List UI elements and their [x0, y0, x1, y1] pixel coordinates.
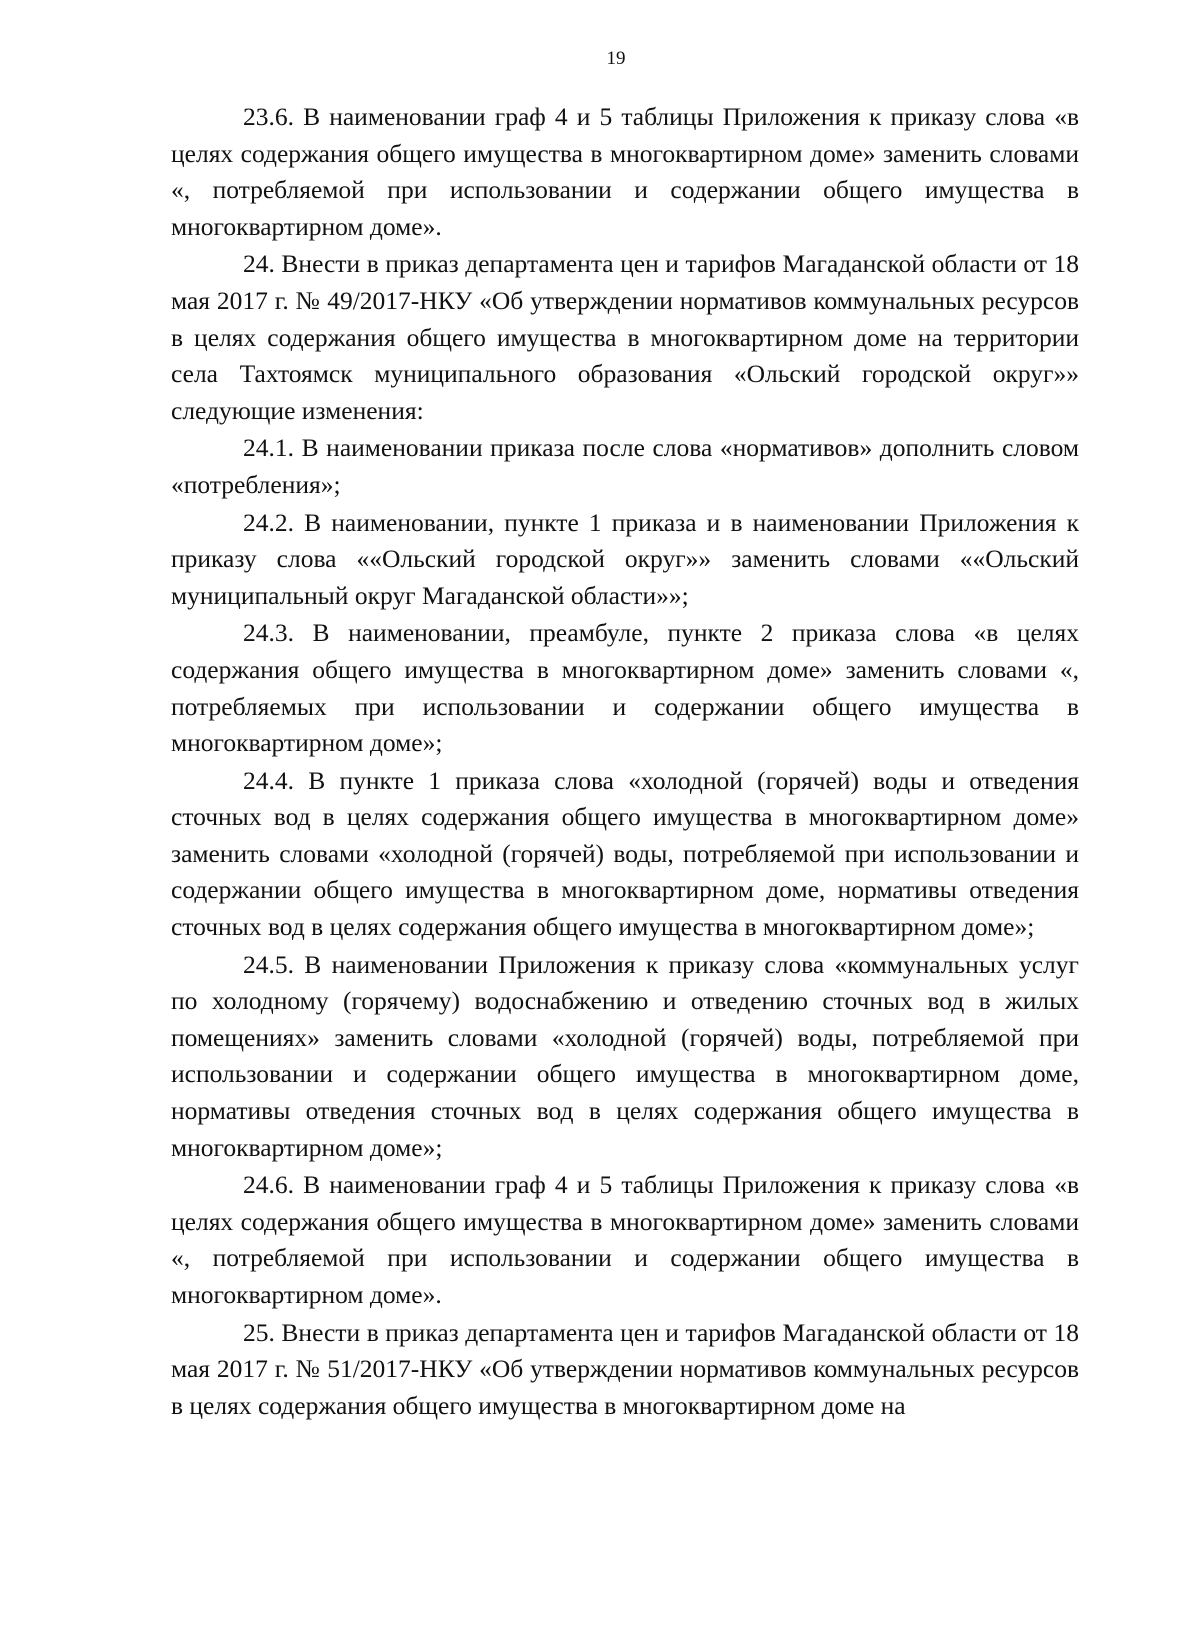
page-number: 19 — [606, 48, 626, 69]
paragraph-23-6: 23.6. В наименовании граф 4 и 5 таблицы Приложения к приказу слова «в целях содержания общего имущества в многоквартирном доме» заменить словами «, потребляемой при использовании и содержании общего имущества в многоквартирном доме». — [171, 102, 1079, 241]
paragraph-25: 25. Внести в приказ департамента цен и тарифов Магаданской области от 18 мая 2017 г. № 51/2017-НКУ «Об утверждении нормативов коммунальных ресурсов в целях содержания общего имущества в многоквартирном доме на — [171, 1317, 1079, 1420]
paragraph-24-5: 24.5. В наименовании Приложения к приказу слова «коммунальных услуг по холодному (горячему) водоснабжению и отведению сточных вод в жилых помещениях» заменить словами «холодной (горячей) воды, потребляемой при использовании и содержании общего имущества в многоквартирном доме, нормативы отведения сточных вод в целях содержания общего имущества в многоквартирном доме»; — [171, 949, 1079, 1162]
paragraph-24: 24. Внести в приказ департамента цен и тарифов Магаданской области от 18 мая 2017 г. № 49/2017-НКУ «Об утверждении нормативов коммунальных ресурсов в целях содержания общего имущества в многоквартирном доме на территории села Тахтоямск муниципального образования «Ольский городской округ»» следующие изменения: — [171, 249, 1079, 425]
paragraph-24-4: 24.4. В пункте 1 приказа слова «холодной (горячей) воды и отведения сточных вод в целях содержания общего имущества в многоквартирном доме» заменить словами «холодной (горячей) воды, потребляемой при использовании и содержании общего имущества в многоквартирном доме, нормативы отведения сточных вод в целях содержания общего имущества в многоквартирном доме»; — [171, 765, 1079, 942]
paragraph-24-6: 24.6. В наименовании граф 4 и 5 таблицы Приложения к приказу слова «в целях содержания общего имущества в многоквартирном доме» заменить словами «, потребляемой при использовании и содержании общего имущества в многоквартирном доме». — [171, 1170, 1079, 1309]
paragraph-24-1: 24.1. В наименовании приказа после слова «нормативов» дополнить словом «потребления»; — [171, 433, 1079, 499]
paragraph-24-2: 24.2. В наименовании, пункте 1 приказа и в наименовании Приложения к приказу слова ««Ольский городской округ»» заменить словами ««Ольский муниципальный округ Магаданской области»»; — [171, 507, 1079, 610]
document-body — [171, 99, 1079, 1425]
paragraph-24-3: 24.3. В наименовании, преамбуле, пункте 2 приказа слова «в целях содержания общего имущества в многоквартирном доме» заменить словами «, потребляемых при использовании и содержании общего имущества в многоквартирном доме»; — [171, 618, 1079, 758]
